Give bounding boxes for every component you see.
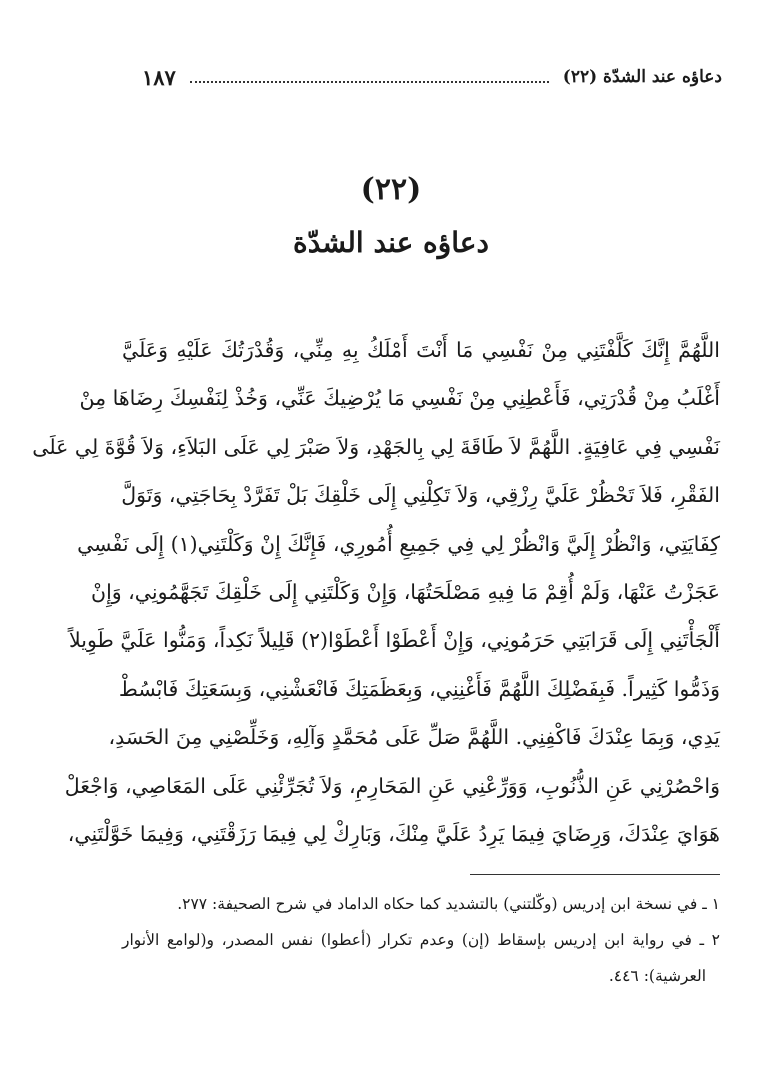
supplication-text (32, 326, 720, 858)
footnote-1: ١ ـ في نسخة ابن إدريس (وكّلتني) بالتشديد كما حكاه الداماد في شرح الصحيفة: ٢٧٧. (177, 895, 720, 913)
text-line: الفَقْرِ، فَلاَ تَحْظُرْ عَلَيَّ رِزْقِي، وَلاَ تَكِلْنِي إِلَى خَلْقِكَ بَلْ تَفَرَّدْ بِحَاجَتِي، وَتَوَلَّ (121, 483, 720, 508)
footnote-separator (470, 874, 720, 875)
text-line: اللَّهُمَّ إِنَّكَ كَلَّفْتَنِي مِنْ نَفْسِي مَا أَنْتَ أَمْلَكُ بِهِ مِنِّي، وَقُدْرَتُكَ عَلَيْهِ وَعَلَيَّ (122, 338, 720, 362)
chapter-number: (٢٢) (360, 172, 422, 207)
footnote-2-continuation: العرشية): ٤٤٦. (608, 967, 706, 985)
text-line: عَجَزْتُ عَنْهَا، وَلَمْ أُقِمْ مَا فِيهِ مَصْلَحَتُهَا، وَإِنْ وَكَلْتَنِي إِلَى خَلْقِكَ تَجَهَّمُونِي، وَإِنْ (91, 579, 720, 604)
text-line: هَوَايَ عِنْدَكَ، وَرِضَايَ فِيمَا يَرِدُ عَلَيَّ مِنْكَ، وَبَارِكْ لِي فِيمَا رَزَقْتَنِي، وَفِيمَا خَوَّلْتَنِي، (67, 821, 720, 846)
running-title: دعاؤه عند الشدّة (٢٢) (562, 67, 722, 87)
text-line: يَدِي، وَبِمَا عِنْدَكَ فَاكْفِنِي. اللَّهُمَّ صَلِّ عَلَى مُحَمَّدٍ وَآلِهِ، وَخَلِّصْنِي مِنَ الحَسَدِ، (108, 725, 720, 750)
text-line: نَفْسِي فِي عَافِيَةٍ. اللَّهُمَّ لاَ طَاقَةَ لِي بِالجَهْدِ، وَلاَ صَبْرَ لِي عَلَى البَلاَءِ، وَلاَ قُوَّةَ لِي عَلَى (32, 434, 720, 459)
footnotes (122, 886, 720, 994)
page-number: ١٨٧ (142, 64, 176, 90)
text-line: وَذَمُّوا كَثِيراً. فَبِفَضْلِكَ اللَّهُمَّ فَأَغْنِنِي، وَبِعَظَمَتِكَ فَانْعَشْنِي، وَبِسَعَتِكَ فَابْسُطْ (118, 676, 720, 701)
text-line: وَاحْصُرْنِي عَنِ الذُّنُوبِ، وَوَرِّعْنِي عَنِ المَحَارِمِ، وَلاَ تُجَرِّئْنِي عَلَى المَعَاصِي، وَاجْعَلْ (64, 773, 720, 798)
leader-dots (190, 71, 549, 83)
text-line: أَغْلَبُ مِنْ قُدْرَتِي، فَأَعْطِنِي مِنْ نَفْسِي مَا يُرْضِيكَ عَنِّي، وَخُذْ لِنَفْسِكَ رِضَاهَا مِنْ (79, 386, 720, 411)
footnote-2: ٢ ـ في رواية ابن إدريس بإسقاط (إن) وعدم تكرار (أعطوا) نفس المصدر، و(لوامع الأنوار (122, 931, 720, 949)
text-line: أَلْجَأْتَنِي إِلَى قَرَابَتِي حَرَمُونِي، وَإِنْ أَعْطَوْا أَعْطَوْا(٢) قَلِيلاً نَكِداً، وَمَنُّوا عَلَيَّ طَوِيلاً (69, 628, 720, 653)
text-line: كِفَايَتِي، وَانْظُرْ إِلَيَّ وَانْظُرْ لِي فِي جَمِيعِ أُمُورِي، فَإِنَّكَ إِنْ وَكَلْتَنِي(١) إِلَى نَفْسِي (77, 531, 720, 556)
running-header (142, 60, 722, 94)
chapter-title: دعاؤه عند الشدّة (293, 226, 489, 259)
